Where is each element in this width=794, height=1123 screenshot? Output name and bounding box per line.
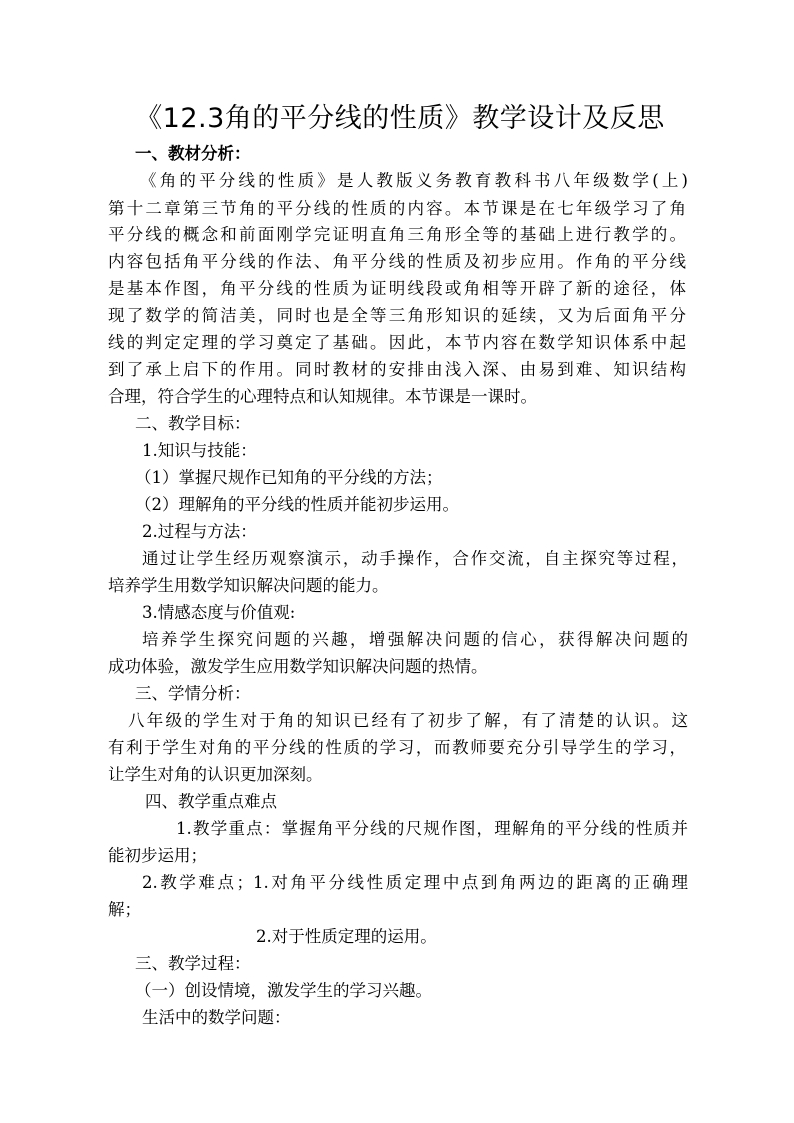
paragraph-line: 让学生对角的认识更加深刻。: [108, 765, 323, 784]
list-item: （一）创设情境，激发学生的学习兴趣。: [135, 981, 432, 1000]
subheading: 3.情感态度与价值观:: [142, 603, 296, 622]
section-heading-analysis: 一、教材分析：: [135, 144, 251, 163]
paragraph-line: 通过让学生经历观察演示，动手操作，合作交流，自主探究等过程，: [142, 549, 688, 568]
paragraph-line: 培养学生探究问题的兴趣，增强解决问题的信心，获得解决问题的: [142, 630, 688, 649]
paragraph-line: 线的判定定理的学习奠定了基础。因此，本节内容在数学知识体系中起: [108, 333, 686, 352]
paragraph-line: 内容包括角平分线的作法、角平分线的性质及初步应用。作角的平分线: [108, 252, 686, 271]
paragraph-line: 有利于学生对角的平分线的性质的学习，而教师要充分引导学生的学习，: [108, 738, 686, 757]
paragraph-line: 《角的平分线的性质》是人教版义务教育教科书八年级数学(上): [140, 171, 688, 190]
paragraph-line: 解；: [108, 900, 141, 919]
paragraph-line: 第十二章第三节角的平分线的性质的内容。本节课是在七年级学习了角: [108, 199, 686, 218]
paragraph-line: 生活中的数学问题：: [142, 1008, 291, 1027]
paragraph-line: 2.教学难点；1.对角平分线性质定理中点到角两边的距离的正确理: [142, 873, 688, 892]
list-item: （2）理解角的平分线的性质并能初步运用。: [135, 495, 459, 514]
paragraph-line: 八年级的学生对于角的知识已经有了初步了解，有了清楚的认识。这: [128, 711, 688, 730]
paragraph-line: 到了承上启下的作用。同时教材的安排由浅入深、由易到难、知识结构: [108, 360, 686, 379]
paragraph-line: 培养学生用数学知识解决问题的能力。: [108, 576, 389, 595]
paragraph-line: 能初步运用；: [108, 846, 207, 865]
paragraph-line: 1.教学重点：掌握角平分线的尺规作图，理解角的平分线的性质并: [176, 819, 688, 838]
paragraph-line: 现了数学的简洁美，同时也是全等三角形知识的延续，又为后面角平分: [108, 306, 686, 325]
paragraph-line: 是基本作图，角平分线的性质为证明线段或角相等开辟了新的途径，体: [108, 279, 686, 298]
subheading: 1.知识与技能：: [142, 441, 257, 460]
paragraph-line: 2.对于性质定理的运用。: [256, 927, 437, 946]
paragraph-line: 合理，符合学生的心理特点和认知规律。本节课是一课时。: [108, 387, 537, 406]
paragraph-line: 平分线的概念和前面刚学完证明直角三角形全等的基础上进行教学的。: [108, 225, 686, 244]
list-item: （1）掌握尺规作已知角的平分线的方法；: [135, 468, 443, 487]
section-heading-process: 三、教学过程：: [135, 954, 251, 973]
section-heading-goals: 二、教学目标：: [135, 414, 251, 433]
section-heading-keypoints: 四、教学重点难点: [145, 792, 277, 811]
section-heading-students: 三、学情分析：: [135, 684, 251, 703]
subheading: 2.过程与方法：: [142, 522, 257, 541]
paragraph-line: 成功体验，激发学生应用数学知识解决问题的热情。: [108, 657, 488, 676]
document-title: 《12.3角的平分线的性质》教学设计及反思: [135, 103, 665, 134]
